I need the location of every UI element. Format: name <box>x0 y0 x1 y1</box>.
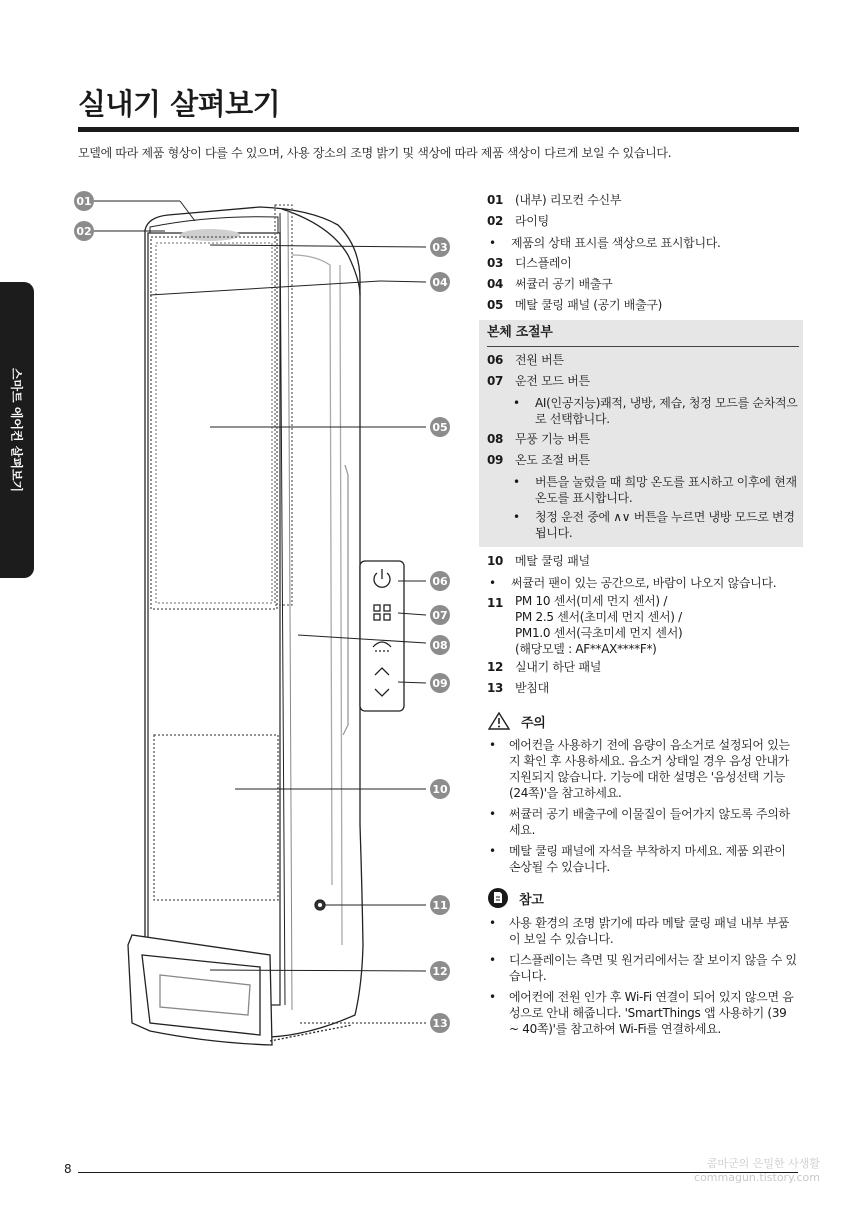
watermark: 콤마군의 은밀한 사생활 commagun.tistory.com <box>694 1157 820 1184</box>
note-icon <box>487 887 509 909</box>
legend-item: 02 라이팅 <box>487 214 549 228</box>
svg-text:08: 08 <box>432 639 448 652</box>
legend-item: 05 메탈 쿨링 패널 (공기 배출구) <box>487 298 663 312</box>
legend-item: 06 전원 버튼 <box>487 353 564 367</box>
side-tab-label: 스마트 에어컨 살펴보기 <box>9 367 24 493</box>
legend-item: 10 메탈 쿨링 패널 <box>487 554 590 568</box>
control-panel-heading: 본체 조절부 <box>487 320 799 347</box>
legend-item: 12 실내기 하단 패널 <box>487 660 602 674</box>
legend-item: 08 무풍 기능 버튼 <box>487 432 590 446</box>
legend-item: 11 PM 10 센서(미세 먼지 센서) / PM 2.5 센서(초미세 먼지 센서) / PM1.0 센서(극초미세 먼지 센서) (해당모델 : AF**AX****F*) <box>487 594 683 656</box>
caution-note: • 메탈 쿨링 패널에 자석을 부착하지 마세요. 제품 외관이 손상될 수 있습니다. <box>489 844 786 874</box>
legend-item: 09 온도 조절 버튼 <box>487 453 590 467</box>
reference-note: • 사용 환경의 조명 밝기에 따라 메탈 쿨링 패널 내부 부품이 보일 수 있습니다. <box>489 916 790 946</box>
svg-text:13: 13 <box>432 1017 448 1030</box>
callout-04-badge <box>430 272 450 292</box>
control-panel-section <box>479 320 803 547</box>
callout-07-badge <box>430 605 450 625</box>
warning-icon <box>487 711 511 731</box>
caution-heading: 주의 <box>487 711 799 731</box>
callout-05-badge <box>430 417 450 437</box>
caution-note: • 써큘러 공기 배출구에 이물질이 들어가지 않도록 주의하세요. <box>489 807 790 837</box>
page-number: 8 <box>64 1162 72 1176</box>
legend-item: 07 운전 모드 버튼 <box>487 374 590 388</box>
caution-note: • 에어컨을 사용하기 전에 음량이 음소거로 설정되어 있는지 확인 후 사용하세요. 음소거 상태일 경우 음성 안내가 지원되지 않습니다. 기능에 대한 설명은 '음성선택 기능(24쪽)'을 참고하세요. <box>489 738 790 800</box>
svg-text:09: 09 <box>432 677 448 690</box>
legend-bullet: • 제품의 상태 표시를 색상으로 표시합니다. <box>489 236 721 250</box>
side-section-tab <box>0 282 34 578</box>
title-rule <box>78 127 799 132</box>
indoor-unit-diagram <box>70 185 470 1065</box>
svg-text:07: 07 <box>432 609 448 622</box>
callout-10-badge <box>430 779 450 799</box>
callout-09-badge <box>430 673 450 693</box>
legend-item: 03 디스플레이 <box>487 256 572 270</box>
unit-right-side <box>282 209 360 295</box>
legend-bullet: • 써큘러 팬이 있는 공간으로, 바람이 나오지 않습니다. <box>489 576 777 590</box>
parts-legend <box>487 190 799 1042</box>
svg-text:06: 06 <box>432 575 448 588</box>
svg-text:02: 02 <box>76 225 92 238</box>
legend-item: 04 써큘러 공기 배출구 <box>487 277 613 291</box>
svg-text:12: 12 <box>432 965 448 978</box>
svg-text:05: 05 <box>432 421 448 434</box>
svg-text:01: 01 <box>76 195 92 208</box>
callout-01-badge <box>74 191 94 211</box>
callout-12-badge <box>430 961 450 981</box>
page-subtitle: 모델에 따라 제품 형상이 다를 수 있으며, 사용 장소의 조명 밝기 및 색상에 따라 제품 색상이 다르게 보일 수 있습니다. <box>78 146 672 160</box>
svg-text:04: 04 <box>432 276 448 289</box>
svg-text:11: 11 <box>432 899 448 912</box>
svg-text:10: 10 <box>432 783 448 796</box>
page-title: 실내기 살펴보기 <box>78 87 281 121</box>
legend-item: 13 받침대 <box>487 681 549 695</box>
reference-note: • 디스플레이는 측면 및 원거리에서는 잘 보이지 않을 수 있습니다. <box>489 953 797 983</box>
callout-03-badge <box>430 237 450 257</box>
callout-13-badge <box>430 1013 450 1033</box>
reference-heading: 참고 <box>487 887 799 909</box>
callout-02-badge <box>74 221 94 241</box>
legend-bullet: • 버튼을 눌렀을 때 희망 온도를 표시하고 이후에 현재 온도를 표시합니다. <box>513 475 797 505</box>
callout-06-badge <box>430 571 450 591</box>
callout-11-badge <box>430 895 450 915</box>
callout-08-badge <box>430 635 450 655</box>
legend-bullet: • AI(인공지능)쾌적, 냉방, 제습, 청정 모드를 순차적으로 선택합니다. <box>513 396 798 426</box>
legend-item: 01 (내부) 리모컨 수신부 <box>487 193 622 207</box>
legend-bullet: • 청정 운전 중에 ∧∨ 버튼을 누르면 냉방 모드로 변경됩니다. <box>513 510 795 540</box>
svg-text:03: 03 <box>432 241 448 254</box>
reference-note: • 에어컨에 전원 인가 후 Wi-Fi 연결이 되어 있지 않으면 음성으로 안내 해줍니다. 'SmartThings 앱 사용하기 (39 ~ 40쪽)'를 참고하여 Wi-Fi를 연결하세요. <box>489 990 794 1036</box>
